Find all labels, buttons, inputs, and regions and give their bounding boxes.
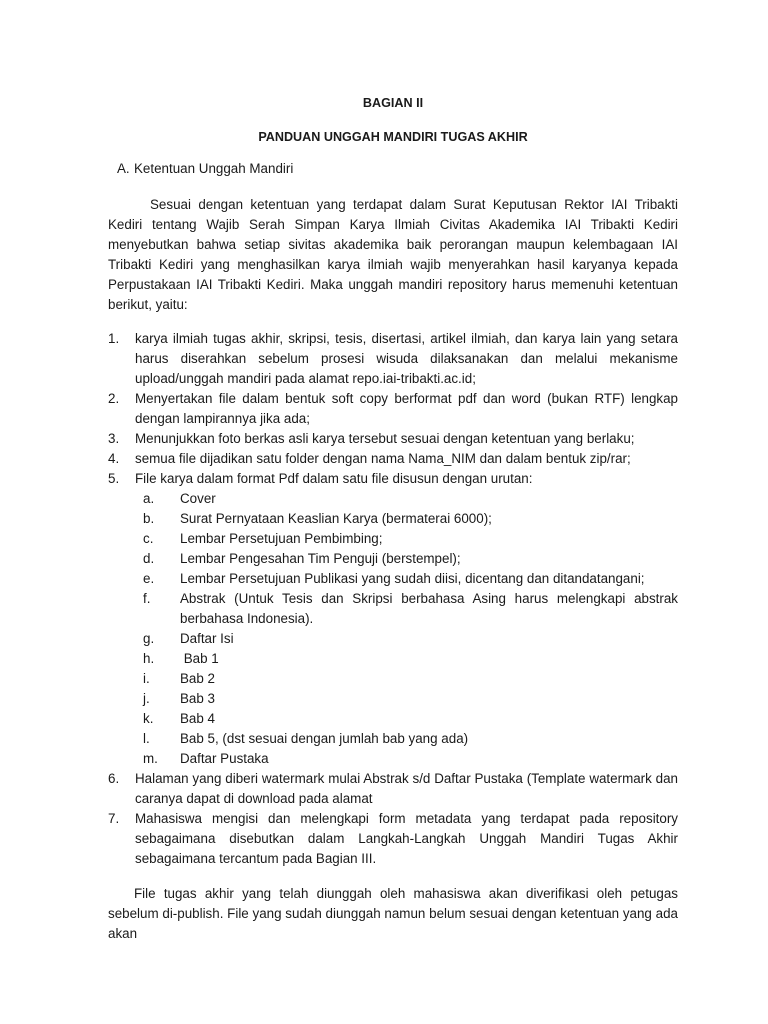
list-item-number: 1.: [108, 331, 120, 346]
sublist-item: [135, 709, 678, 729]
file-order-sublist: [135, 489, 678, 769]
list-item-text: Menyertakan file dalam bentuk soft copy berformat pdf dan word (bukan RTF) lengkap dengan lampirannya jika ada;: [135, 391, 678, 426]
sublist-item-text: Bab 2: [180, 671, 215, 686]
sublist-item-letter: h.: [143, 651, 155, 666]
list-item-text: semua file dijadikan satu folder dengan nama Nama_NIM dan dalam bentuk zip/rar;: [135, 451, 631, 466]
sublist-item: [135, 549, 678, 569]
sublist-item-letter: k.: [143, 711, 154, 726]
list-item: [108, 769, 678, 809]
sublist-item: [135, 649, 678, 669]
sublist-item: [135, 669, 678, 689]
list-item-number: 3.: [108, 431, 120, 446]
sublist-item: [135, 569, 678, 589]
list-item-text: Halaman yang diberi watermark mulai Abstrak s/d Daftar Pustaka (Template watermark dan caranya dapat di download pada alamat: [135, 771, 678, 806]
sublist-item-text: Bab 4: [180, 711, 215, 726]
list-item: [108, 809, 678, 869]
section-heading: [108, 159, 678, 179]
section-heading-text: Ketentuan Unggah Mandiri: [134, 161, 294, 176]
sublist-item-text: Cover: [180, 491, 216, 506]
part-heading: BAGIAN II: [362, 96, 424, 110]
sublist-item-letter: f.: [143, 591, 151, 606]
sublist-item-text: Bab 5, (dst sesuai dengan jumlah bab yang ada): [180, 731, 469, 746]
list-item: [108, 329, 678, 389]
sublist-item-letter: d.: [143, 551, 155, 566]
sublist-item-letter: l.: [143, 731, 150, 746]
sublist-item-text: Lembar Pengesahan Tim Penguji (berstempel);: [180, 551, 461, 566]
list-item-text: File karya dalam format Pdf dalam satu file disusun dengan urutan:: [135, 471, 533, 486]
sublist-item-text: Lembar Persetujuan Publikasi yang sudah diisi, dicentang dan ditandatangani;: [180, 571, 645, 586]
sublist-item-text: Surat Pernyataan Keaslian Karya (bermaterai 6000);: [180, 511, 492, 526]
list-item-text: Menunjukkan foto berkas asli karya tersebut sesuai dengan ketentuan yang berlaku;: [135, 431, 635, 446]
sublist-item-text: Bab 3: [180, 691, 215, 706]
sublist-item-letter: j.: [143, 691, 150, 706]
sublist-item-letter: e.: [143, 571, 155, 586]
list-item-number: 7.: [108, 811, 120, 826]
sublist-item-letter: b.: [143, 511, 155, 526]
sublist-item: [135, 729, 678, 749]
sublist-item-letter: a.: [143, 491, 155, 506]
sublist-item: [135, 489, 678, 509]
sublist-item: [135, 509, 678, 529]
sublist-item-letter: i.: [143, 671, 150, 686]
sublist-item-text: Daftar Pustaka: [180, 751, 269, 766]
list-item: [108, 469, 678, 769]
sublist-item-letter: m.: [143, 751, 158, 766]
sublist-item-text: Abstrak (Untuk Tesis dan Skripsi berbahasa Asing harus melengkapi abstrak berbahasa Indonesia).: [180, 591, 678, 626]
sublist-item-text: Bab 1: [180, 651, 219, 666]
list-item: [108, 389, 678, 429]
sublist-item-letter: g.: [143, 631, 155, 646]
list-item-number: 2.: [108, 391, 120, 406]
list-item-number: 5.: [108, 471, 120, 486]
intro-paragraph: Sesuai dengan ketentuan yang terdapat dalam Surat Keputusan Rektor IAI Tribakti Kediri tentang Wajib Serah Simpan Karya Ilmiah Civitas Akademika IAI Tribakti Kediri menyebutkan bahwa setiap sivitas akademika baik perorangan maupun kelembagaan IAI Tribakti Kediri yang menghasilkan karya ilmiah wajib menyerahkan hasil karyanya kepada Perpustakaan IAI Tribakti Kediri. Maka unggah mandiri repository harus memenuhi ketentuan berikut, yaitu:: [108, 197, 678, 312]
list-item: [108, 429, 678, 449]
sublist-item: [135, 749, 678, 769]
sublist-item: [135, 689, 678, 709]
sublist-item-text: Daftar Isi: [180, 631, 234, 646]
list-item-number: 4.: [108, 451, 120, 466]
requirements-list: [108, 329, 678, 869]
list-item-text: Mahasiswa mengisi dan melengkapi form metadata yang terdapat pada repository sebagaimana disebutkan dalam Langkah-Langkah Unggah Mandiri Tugas Akhir sebagaimana tercantum pada Bagian III.: [135, 811, 678, 866]
closing-paragraph: File tugas akhir yang telah diunggah oleh mahasiswa akan diverifikasi oleh petugas sebelum di-publish. File yang sudah diunggah namun belum sesuai dengan ketentuan yang ada akan: [108, 886, 678, 941]
sublist-item-letter: c.: [143, 531, 154, 546]
list-item: [108, 449, 678, 469]
list-item-number: 6.: [108, 771, 120, 786]
list-item-text: karya ilmiah tugas akhir, skripsi, tesis, disertasi, artikel ilmiah, dan karya lain yang setara harus diserahkan sebelum prosesi wisuda dilaksanakan dan melalui mekanisme upload/unggah mandiri pada alamat repo.iai-tribakti.ac.id;: [135, 331, 678, 386]
sublist-item: [135, 589, 678, 629]
section-marker: A.: [117, 161, 130, 176]
sublist-item: [135, 629, 678, 649]
document-body: [108, 93, 678, 944]
sublist-item: [135, 529, 678, 549]
sublist-item-text: Lembar Persetujuan Pembimbing;: [180, 531, 383, 546]
document-title: PANDUAN UNGGAH MANDIRI TUGAS AKHIR: [258, 130, 528, 144]
